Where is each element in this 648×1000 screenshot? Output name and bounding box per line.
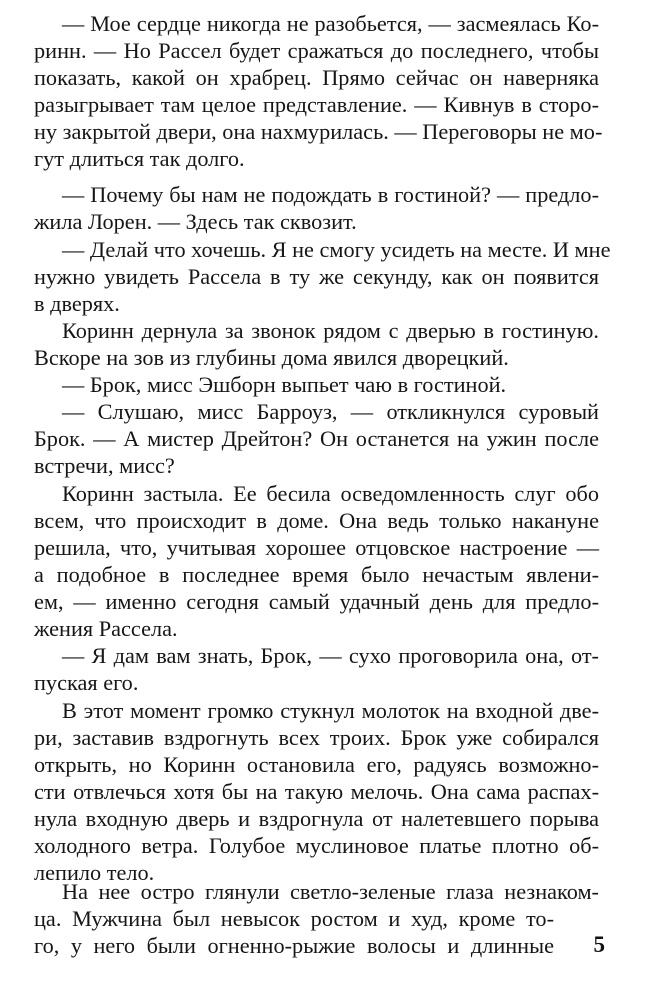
text-line: ем, — именно сегодня самый удачный день для предло- bbox=[34, 589, 599, 614]
text-line: В этот момент громко стукнул молоток на входной две- bbox=[62, 698, 599, 723]
text-line: в дверях. bbox=[34, 291, 120, 316]
text-line: ца. Мужчина был невысок ростом и худ, кроме то- bbox=[34, 906, 554, 931]
text-line: а подобное в последнее время было нечастым явлени- bbox=[34, 562, 599, 587]
text-line: — Делай что хочешь. Я не смогу усидеть на месте. И мне bbox=[62, 237, 611, 262]
text-line: лепило тело. bbox=[34, 860, 155, 885]
text-line: решила, что, учитывая хорошее отцовское настроение — bbox=[34, 535, 599, 560]
text-line: пуская его. bbox=[34, 670, 139, 695]
text-line: — Брок, мисс Эшборн выпьет чаю в гостиной. bbox=[62, 372, 507, 397]
text-line: ринн. — Но Рассел будет сражаться до последнего, чтобы bbox=[34, 38, 599, 63]
text-line: нужно увидеть Рассела в ту же секунду, как он появится bbox=[34, 264, 599, 289]
page-number: 5 bbox=[593, 932, 605, 957]
text-line: показать, какой он храбрец. Прямо сейчас он наверняка bbox=[34, 65, 599, 90]
text-line: встречи, мисс? bbox=[34, 453, 175, 478]
text-line: холодного ветра. Голубое муслиновое платье плотно об- bbox=[34, 833, 599, 858]
text-line: На нее остро глянули светло-зеленые глаза незнаком- bbox=[62, 879, 599, 904]
text-line: гут длиться так долго. bbox=[34, 146, 245, 171]
text-line: жила Лорен. — Здесь так сквозит. bbox=[34, 209, 357, 234]
text-line: Коринн застыла. Ее бесила осведомленность слуг обо bbox=[62, 481, 599, 506]
text-line: Брок. — А мистер Дрейтон? Он останется на ужин после bbox=[34, 426, 599, 451]
text-line: нула входную дверь и вздрогнула от налетевшего порыва bbox=[34, 806, 599, 831]
text-line: жения Рассела. bbox=[34, 616, 178, 641]
text-line: ну закрытой двери, она нахмурилась. — Переговоры не мо- bbox=[34, 119, 603, 144]
text-line: сти отвлечься хотя бы на такую мелочь. Она сама распах- bbox=[34, 779, 599, 804]
text-line: Вскоре на зов из глубины дома явился дворецкий. bbox=[34, 345, 509, 370]
text-line: го, у него были огненно-рыжие волосы и длинные bbox=[34, 933, 554, 958]
text-line: — Мое сердце никогда не разобьется, — засмеялась Ко- bbox=[62, 11, 599, 36]
text-line: открыть, но Коринн остановила его, радуясь возможно- bbox=[34, 752, 599, 777]
text-line: — Я дам вам знать, Брок, — сухо проговорила она, от- bbox=[62, 643, 599, 668]
text-line: разыгрывает там целое представление. — Кивнув в сторо- bbox=[34, 92, 599, 117]
text-line: — Слушаю, мисс Барроуз, — откликнулся суровый bbox=[62, 399, 599, 424]
text-line: Коринн дернула за звонок рядом с дверью в гостиную. bbox=[62, 318, 599, 343]
text-line: — Почему бы нам не подождать в гостиной? — предло- bbox=[62, 182, 599, 207]
text-line: ри, заставив вздрогнуть всех троих. Брок уже собирался bbox=[34, 725, 599, 750]
text-line: всем, что происходит в доме. Она ведь только накануне bbox=[34, 508, 599, 533]
